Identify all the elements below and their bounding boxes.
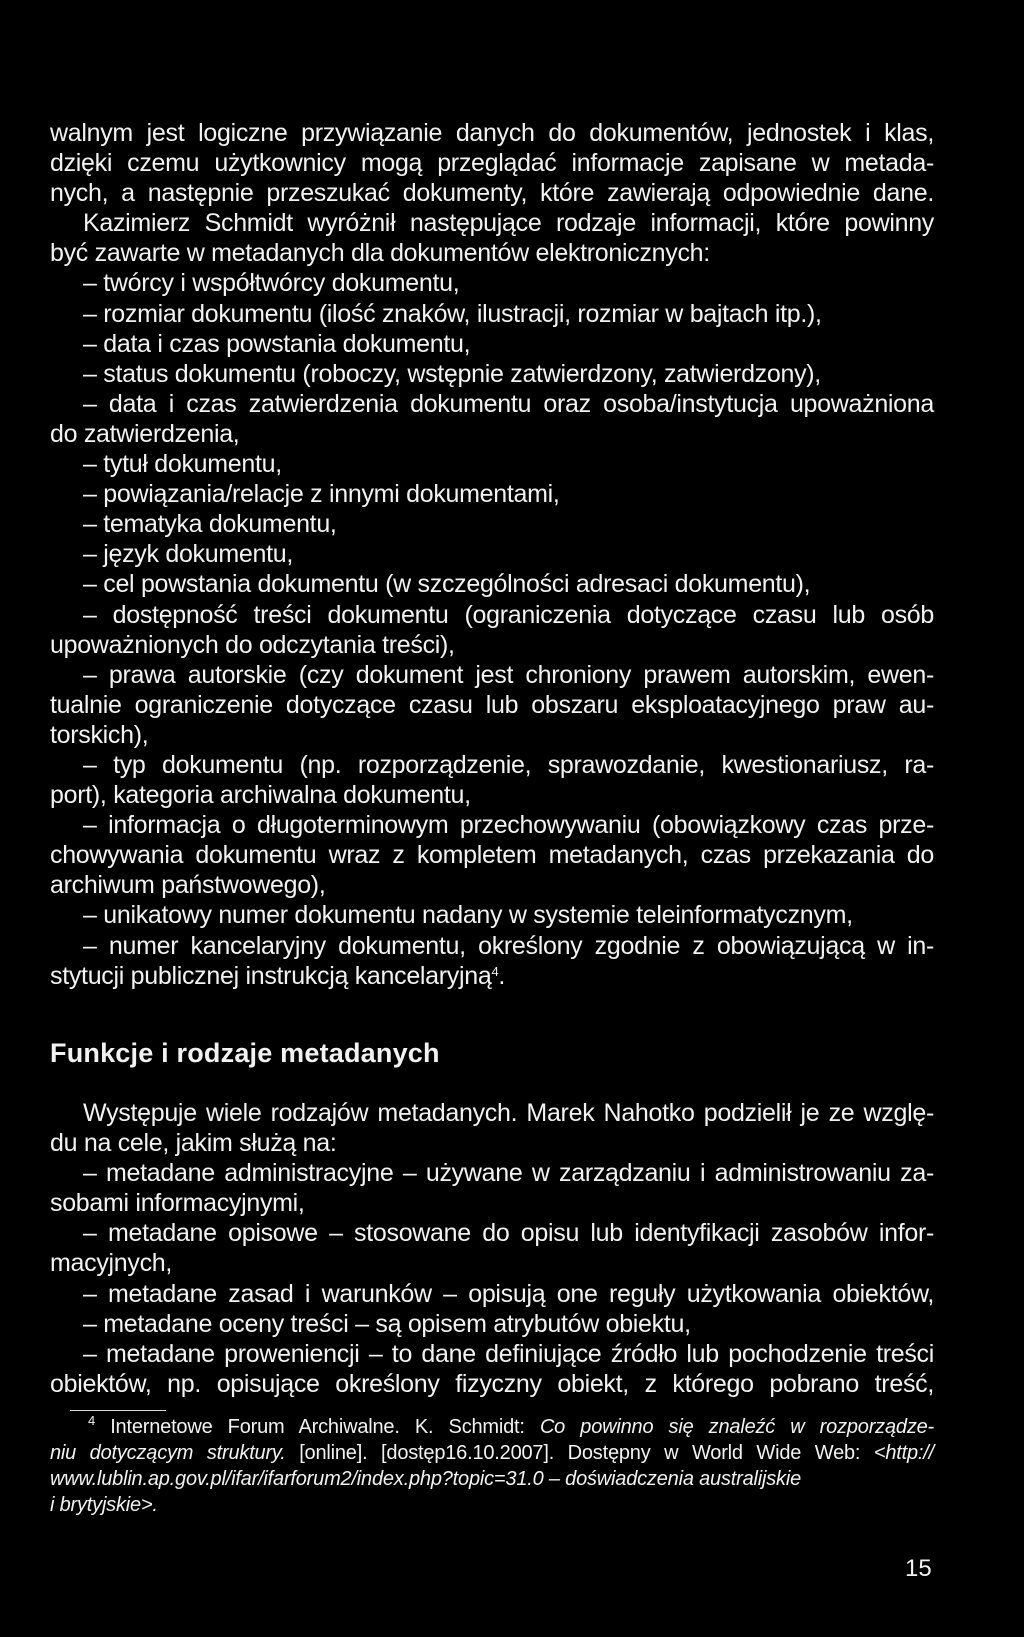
body-line-text: dzięki czemu użytkownicy mogą przeglądać informacje zapisane w metada- (50, 149, 934, 178)
body-line (50, 780, 934, 810)
body-line (50, 238, 934, 268)
body-line-text: – typ dokumentu (np. rozporządzenie, sprawozdanie, kwestionariusz, ra- (83, 750, 934, 779)
section-line-text: – metadane opisowe – stosowane do opisu lub identyfikacji zasobów infor- (83, 1219, 934, 1248)
section-line-text: – metadane administracyjne – używane w zarządzaniu i administrowaniu za- (83, 1159, 934, 1188)
body-line-text: – powiązania/relacje z innymi dokumentami, (83, 480, 560, 509)
body-line-text: – status dokumentu (roboczy, wstępnie zatwierdzony, zatwierdzony), (83, 359, 821, 388)
body-line-text: – tematyka dokumentu, (83, 510, 337, 539)
body-line (50, 268, 934, 298)
body-line-text: – prawa autorskie (czy dokument jest chroniony prawem autorskim, ewen- (83, 660, 934, 689)
body-line-text: – data i czas powstania dokumentu, (83, 329, 471, 358)
body-line (50, 900, 934, 930)
body-line-text: stytucji publicznej instrukcją kancelaryjną (50, 961, 492, 990)
body-line (50, 208, 934, 238)
body-line-text: do zatwierdzenia, (50, 419, 240, 448)
page-number: 15 (905, 1555, 932, 1582)
body-line-text: – twórcy i współtwórcy dokumentu, (83, 269, 460, 298)
body-line (50, 539, 934, 569)
section-line-text: macyjnych, (50, 1249, 173, 1278)
body-line-text: chowywania dokumentu wraz z kompletem metadanych, czas przekazania do (50, 841, 934, 870)
section-line (50, 1369, 934, 1399)
body-line-text: Kazimierz Schmidt wyróżnił następujące rodzaje informacji, które powinny (83, 209, 934, 238)
footnote-source: Internetowe Forum Archiwalne. K. Schmidt: (95, 1416, 540, 1438)
footnote-line-1 (50, 1414, 934, 1440)
body-line (50, 389, 934, 419)
footnote-line-3: www.lublin.ap.gov.pl/ifar/ifarforum2/index.php?topic=31.0 – doświadczenia australijskie (50, 1468, 801, 1490)
section-line (50, 1098, 934, 1128)
body-line (50, 931, 934, 961)
body-line-text: tualnie ograniczenie dotyczące czasu lub obszaru eksploatacyjnego praw au- (50, 690, 934, 719)
section-heading: Funkcje i rodzaje metadanych (50, 1038, 440, 1068)
body-line-text: port), kategoria archiwalna dokumentu, (50, 781, 471, 810)
section-line-text: – metadane oceny treści – są opisem atrybutów obiektu, (83, 1309, 691, 1338)
body-line (50, 449, 934, 479)
body-line (50, 961, 934, 991)
body-line (50, 840, 934, 870)
body-line-text: – unikatowy numer dokumentu nadany w systemie teleinformatycznym, (83, 901, 853, 930)
footnote-line-2 (50, 1440, 934, 1466)
body-line (50, 329, 934, 359)
body-line (50, 419, 934, 449)
footnote-separator (70, 1410, 166, 1411)
section-line-text: – metadane proweniencji – to dane definiujące źródło lub pochodzenie treści (83, 1339, 934, 1368)
body-line (50, 118, 934, 148)
section-text (50, 1098, 934, 1399)
body-line (50, 178, 934, 208)
body-line-text: – język dokumentu, (83, 540, 293, 569)
body-line (50, 569, 934, 599)
section-line (50, 1128, 934, 1158)
body-line (50, 720, 934, 750)
body-line-end: . (498, 961, 506, 990)
section-line (50, 1339, 934, 1369)
body-line (50, 750, 934, 780)
section-line (50, 1279, 934, 1309)
footnote-reference: 4 (491, 963, 499, 979)
body-line-text: upoważnionych do odczytania treści), (50, 630, 455, 659)
section-line-text: du na cele, jakim służą na: (50, 1129, 337, 1158)
section-line-text: – metadane zasad i warunków – opisują one reguły użytkowania obiektów, (83, 1279, 934, 1308)
footnote-title: Co powinno się znaleźć w rozporządze- (539, 1416, 934, 1438)
body-line-text: nych, a następnie przeszukać dokumenty, które zawierają odpowiednie dane. (50, 179, 934, 208)
body-line (50, 690, 934, 720)
footnote-url-start: <http:// (873, 1442, 934, 1464)
section-line (50, 1248, 934, 1278)
section-line (50, 1309, 934, 1339)
body-line (50, 359, 934, 389)
body-line-text: – data i czas zatwierdzenia dokumentu oraz osoba/instytucja upoważniona (83, 389, 934, 418)
body-line-text: być zawarte w metadanych dla dokumentów elektronicznych: (50, 239, 710, 268)
section-line-text: Występuje wiele rodzajów metadanych. Marek Nahotko podzielił je ze wzglę- (83, 1099, 934, 1127)
section-line-text: obiektów, np. opisujące określony fizyczny obiekt, z którego pobrano treść, (50, 1369, 934, 1398)
body-line (50, 479, 934, 509)
body-line-text: – cel powstania dokumentu (w szczególności adresaci dokumentu), (83, 570, 811, 599)
section-line (50, 1188, 934, 1218)
body-line-text: – numer kancelaryjny dokumentu, określony zgodnie z obowiązującą w in- (83, 931, 934, 960)
body-line (50, 600, 934, 630)
body-line (50, 148, 934, 178)
body-line-text: – informacja o długoterminowym przechowywaniu (obowiązkowy czas prze- (83, 811, 934, 840)
body-line (50, 630, 934, 660)
footnote-marker: 4 (88, 1413, 96, 1428)
body-line-text: – rozmiar dokumentu (ilość znaków, ilustracji, rozmiar w bajtach itp.), (83, 299, 822, 328)
body-line-text: archiwum państwowego), (50, 871, 326, 900)
footnote-line-4: i brytyjskie>. (50, 1494, 158, 1516)
section-line-text: sobami informacyjnymi, (50, 1189, 305, 1218)
body-line-text: walnym jest logiczne przywiązanie danych do dokumentów, jednostek i klas, (50, 119, 934, 147)
body-line (50, 870, 934, 900)
footnote-access: [online]. [dostęp16.10.2007]. Dostępny w World Wide Web: (285, 1442, 874, 1464)
body-line-text: – tytuł dokumentu, (83, 450, 282, 479)
body-line-text: – dostępność treści dokumentu (ograniczenia dotyczące czasu lub osób (83, 600, 934, 629)
section-line (50, 1218, 934, 1248)
footnote-title-cont: niu dotyczącym struktury. (50, 1442, 286, 1464)
body-line (50, 660, 934, 690)
body-text (50, 118, 934, 991)
body-line-text: torskich), (50, 720, 149, 749)
body-line (50, 299, 934, 329)
section-line (50, 1158, 934, 1188)
footnote (50, 1414, 934, 1518)
body-line (50, 810, 934, 840)
body-line (50, 509, 934, 539)
